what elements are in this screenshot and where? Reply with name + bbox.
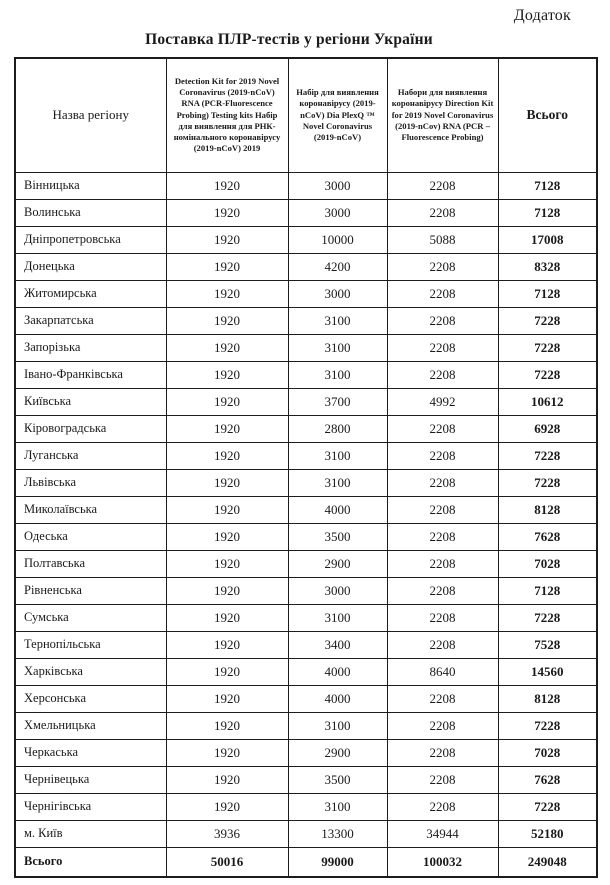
value-cell: 2208 <box>387 199 498 226</box>
value-cell: 2208 <box>387 361 498 388</box>
column-header-total: Всього <box>498 58 597 172</box>
table-row <box>15 766 597 793</box>
value-cell: 3100 <box>288 712 387 739</box>
row-total-cell: 7028 <box>498 739 597 766</box>
value-cell: 2208 <box>387 739 498 766</box>
value-cell: 1920 <box>166 361 288 388</box>
region-cell: Харківська <box>15 658 166 685</box>
value-cell: 1920 <box>166 280 288 307</box>
column-header-kit-2: Набір для виявлення коронавірусу (2019-nCoV) Dia PlexQ ™ Novel Coronavirus (2019-nCoV) <box>288 58 387 172</box>
table-row <box>15 442 597 469</box>
value-cell: 3100 <box>288 361 387 388</box>
row-total-cell: 7628 <box>498 523 597 550</box>
region-cell: Чернігівська <box>15 793 166 820</box>
region-cell: Тернопільська <box>15 631 166 658</box>
column-header-kit-1: Detection Kit for 2019 Novel Coronavirus (2019-nCoV) RNA (PCR-Fluorescence Probing) Testing kits Набір для виявлення для РНК-номінального коронавірусу (2019-nCoV) 2019 <box>166 58 288 172</box>
value-cell: 3400 <box>288 631 387 658</box>
row-total-cell: 7228 <box>498 442 597 469</box>
region-cell: Херсонська <box>15 685 166 712</box>
table-row <box>15 550 597 577</box>
row-total-cell: 7628 <box>498 766 597 793</box>
value-cell: 3100 <box>288 307 387 334</box>
table-row <box>15 199 597 226</box>
region-cell: Одеська <box>15 523 166 550</box>
value-cell: 2208 <box>387 550 498 577</box>
row-total-cell: 6928 <box>498 415 597 442</box>
value-cell: 1920 <box>166 577 288 604</box>
region-cell: Миколаївська <box>15 496 166 523</box>
region-cell: Рівненська <box>15 577 166 604</box>
table-row <box>15 658 597 685</box>
region-cell: Івано-Франківська <box>15 361 166 388</box>
value-cell: 2208 <box>387 442 498 469</box>
region-cell: Всього <box>15 847 166 877</box>
value-cell: 3100 <box>288 442 387 469</box>
value-cell: 3000 <box>288 199 387 226</box>
table-row <box>15 739 597 766</box>
value-cell: 2208 <box>387 253 498 280</box>
table-row <box>15 226 597 253</box>
value-cell: 1920 <box>166 658 288 685</box>
value-cell: 1920 <box>166 199 288 226</box>
table-row <box>15 172 597 199</box>
value-cell: 4000 <box>288 658 387 685</box>
table-row <box>15 280 597 307</box>
value-cell: 4000 <box>288 496 387 523</box>
value-cell: 1920 <box>166 307 288 334</box>
row-total-cell: 249048 <box>498 847 597 877</box>
value-cell: 2208 <box>387 712 498 739</box>
value-cell: 1920 <box>166 415 288 442</box>
row-total-cell: 7128 <box>498 280 597 307</box>
region-cell: Львівська <box>15 469 166 496</box>
row-total-cell: 14560 <box>498 658 597 685</box>
table-row <box>15 793 597 820</box>
value-cell: 3100 <box>288 469 387 496</box>
region-cell: Закарпатська <box>15 307 166 334</box>
annex-label: Додаток <box>513 7 571 24</box>
value-cell: 2208 <box>387 577 498 604</box>
table-row <box>15 604 597 631</box>
value-cell: 3000 <box>288 280 387 307</box>
value-cell: 1920 <box>166 226 288 253</box>
value-cell: 4992 <box>387 388 498 415</box>
table-row <box>15 631 597 658</box>
region-cell: Вінницька <box>15 172 166 199</box>
value-cell: 1920 <box>166 172 288 199</box>
row-total-cell: 7128 <box>498 199 597 226</box>
value-cell: 1920 <box>166 550 288 577</box>
region-cell: Черкаська <box>15 739 166 766</box>
value-cell: 2900 <box>288 550 387 577</box>
value-cell: 99000 <box>288 847 387 877</box>
value-cell: 1920 <box>166 631 288 658</box>
region-cell: Донецька <box>15 253 166 280</box>
value-cell: 8640 <box>387 658 498 685</box>
value-cell: 3100 <box>288 334 387 361</box>
value-cell: 2208 <box>387 307 498 334</box>
table-body <box>15 172 597 877</box>
region-cell: Сумська <box>15 604 166 631</box>
value-cell: 2208 <box>387 685 498 712</box>
table-row <box>15 253 597 280</box>
page-title: Поставка ПЛР-тестів у регіони України <box>145 31 433 48</box>
value-cell: 2208 <box>387 793 498 820</box>
value-cell: 2208 <box>387 172 498 199</box>
value-cell: 2800 <box>288 415 387 442</box>
table-row <box>15 523 597 550</box>
column-header-region: Назва регіону <box>15 58 166 172</box>
table-row <box>15 388 597 415</box>
value-cell: 34944 <box>387 820 498 847</box>
table-header <box>15 58 597 172</box>
value-cell: 1920 <box>166 334 288 361</box>
value-cell: 2208 <box>387 766 498 793</box>
region-cell: Полтавська <box>15 550 166 577</box>
row-total-cell: 8128 <box>498 685 597 712</box>
value-cell: 50016 <box>166 847 288 877</box>
region-cell: Житомирська <box>15 280 166 307</box>
region-cell: м. Київ <box>15 820 166 847</box>
row-total-cell: 8328 <box>498 253 597 280</box>
region-cell: Кіровоградська <box>15 415 166 442</box>
region-cell: Чернівецька <box>15 766 166 793</box>
table-row <box>15 712 597 739</box>
table-row <box>15 469 597 496</box>
row-total-cell: 7228 <box>498 334 597 361</box>
value-cell: 5088 <box>387 226 498 253</box>
row-total-cell: 7228 <box>498 361 597 388</box>
table-row <box>15 415 597 442</box>
value-cell: 1920 <box>166 766 288 793</box>
value-cell: 4200 <box>288 253 387 280</box>
row-total-cell: 7028 <box>498 550 597 577</box>
row-total-cell: 7228 <box>498 793 597 820</box>
value-cell: 2208 <box>387 496 498 523</box>
grand-total-row <box>15 847 597 877</box>
value-cell: 1920 <box>166 523 288 550</box>
value-cell: 1920 <box>166 253 288 280</box>
region-cell: Луганська <box>15 442 166 469</box>
value-cell: 2208 <box>387 604 498 631</box>
table-row <box>15 496 597 523</box>
value-cell: 3700 <box>288 388 387 415</box>
value-cell: 3500 <box>288 523 387 550</box>
value-cell: 1920 <box>166 685 288 712</box>
table-row <box>15 820 597 847</box>
table-row <box>15 685 597 712</box>
table-row <box>15 334 597 361</box>
row-total-cell: 7228 <box>498 307 597 334</box>
region-cell: Волинська <box>15 199 166 226</box>
value-cell: 3000 <box>288 577 387 604</box>
value-cell: 2208 <box>387 280 498 307</box>
value-cell: 1920 <box>166 793 288 820</box>
value-cell: 3936 <box>166 820 288 847</box>
value-cell: 2208 <box>387 415 498 442</box>
value-cell: 2208 <box>387 469 498 496</box>
value-cell: 3100 <box>288 604 387 631</box>
row-total-cell: 7128 <box>498 172 597 199</box>
row-total-cell: 7228 <box>498 469 597 496</box>
value-cell: 1920 <box>166 388 288 415</box>
table-row <box>15 361 597 388</box>
value-cell: 1920 <box>166 469 288 496</box>
row-total-cell: 7228 <box>498 604 597 631</box>
row-total-cell: 10612 <box>498 388 597 415</box>
value-cell: 10000 <box>288 226 387 253</box>
value-cell: 1920 <box>166 604 288 631</box>
row-total-cell: 17008 <box>498 226 597 253</box>
value-cell: 3000 <box>288 172 387 199</box>
value-cell: 2208 <box>387 631 498 658</box>
value-cell: 1920 <box>166 712 288 739</box>
value-cell: 100032 <box>387 847 498 877</box>
value-cell: 1920 <box>166 739 288 766</box>
value-cell: 13300 <box>288 820 387 847</box>
value-cell: 1920 <box>166 442 288 469</box>
region-cell: Київська <box>15 388 166 415</box>
row-total-cell: 7528 <box>498 631 597 658</box>
header-row <box>15 58 597 172</box>
value-cell: 3500 <box>288 766 387 793</box>
row-total-cell: 52180 <box>498 820 597 847</box>
region-cell: Хмельницька <box>15 712 166 739</box>
row-total-cell: 8128 <box>498 496 597 523</box>
table-row <box>15 307 597 334</box>
column-header-kit-3: Набори для виявлення коронавірусу Direction Kit for 2019 Novel Coronavirus (2019-nCov) RNA (PCR – Fluorescence Probing) <box>387 58 498 172</box>
row-total-cell: 7128 <box>498 577 597 604</box>
value-cell: 2208 <box>387 334 498 361</box>
row-total-cell: 7228 <box>498 712 597 739</box>
value-cell: 1920 <box>166 496 288 523</box>
value-cell: 4000 <box>288 685 387 712</box>
pcr-delivery-table <box>14 57 598 878</box>
value-cell: 3100 <box>288 793 387 820</box>
table-row <box>15 577 597 604</box>
value-cell: 2208 <box>387 523 498 550</box>
region-cell: Дніпропетровська <box>15 226 166 253</box>
value-cell: 2900 <box>288 739 387 766</box>
region-cell: Запорізька <box>15 334 166 361</box>
